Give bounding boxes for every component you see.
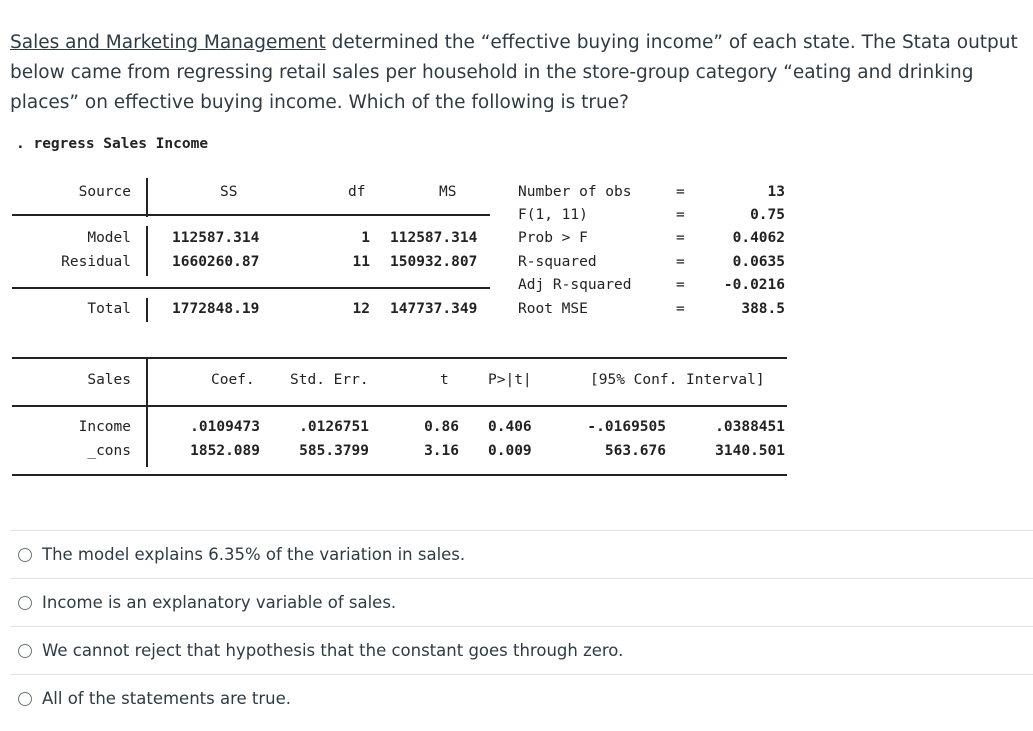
coef-row-coef: 1852.089 xyxy=(190,443,260,459)
anova-row-ms: 112587.314 xyxy=(390,230,478,246)
stat-value: 0.0635 xyxy=(732,254,785,270)
stata-command: . regress Sales Income xyxy=(16,136,209,152)
coef-row-t: 0.86 xyxy=(424,419,459,435)
radio-button[interactable] xyxy=(18,548,32,562)
coef-header-coef: Coef. xyxy=(211,372,255,388)
anova-row-df: 12 xyxy=(352,301,370,317)
anova-header-ss: SS xyxy=(220,184,238,200)
anova-row-ms: 150932.807 xyxy=(390,254,478,270)
anova-row-source: Total xyxy=(87,301,131,317)
anova-row-ss: 112587.314 xyxy=(172,230,260,246)
coef-header-p: P>|t| xyxy=(488,372,532,388)
anova-row-df: 1 xyxy=(361,230,370,246)
stat-value: 0.75 xyxy=(750,207,785,223)
stat-label: R-squared xyxy=(518,254,597,270)
radio-button[interactable] xyxy=(18,596,32,610)
coef-row-var: _cons xyxy=(87,443,131,459)
coef-row-ci-low: -.0169505 xyxy=(587,419,666,435)
stat-label: Prob > F xyxy=(518,230,588,246)
coef-row-se: .0126751 xyxy=(299,419,369,435)
coef-row-p: 0.009 xyxy=(488,443,532,459)
anova-row-source: Residual xyxy=(61,254,131,270)
stat-eq: = xyxy=(676,230,685,246)
stat-eq: = xyxy=(676,277,685,293)
radio-button[interactable] xyxy=(18,644,32,658)
anova-row-ms: 147737.349 xyxy=(390,301,478,317)
anova-header-ms: MS xyxy=(439,184,457,200)
stat-eq: = xyxy=(676,254,685,270)
coef-header-t: t xyxy=(440,372,449,388)
anova-row-df: 11 xyxy=(352,254,370,270)
coef-row-ci-high: 3140.501 xyxy=(715,443,785,459)
stat-value: -0.0216 xyxy=(723,277,785,293)
answer-option-label: The model explains 6.35% of the variation in sales. xyxy=(42,545,466,564)
stat-eq: = xyxy=(676,301,685,317)
coef-row-se: 585.3799 xyxy=(299,443,369,459)
stat-label: Number of obs xyxy=(518,184,632,200)
question-text xyxy=(10,28,1030,118)
anova-row-source: Model xyxy=(87,230,131,246)
stat-label: F(1, 11) xyxy=(518,207,588,223)
coef-row-p: 0.406 xyxy=(488,419,532,435)
stat-label: Adj R-squared xyxy=(518,277,632,293)
answer-option-label: Income is an explanatory variable of sales. xyxy=(42,593,397,612)
answer-option[interactable] xyxy=(10,626,1033,674)
coef-header-se: Std. Err. xyxy=(290,372,369,388)
coef-row-ci-high: .0388451 xyxy=(715,419,785,435)
coef-row-ci-low: 563.676 xyxy=(604,443,666,459)
answer-option[interactable] xyxy=(10,578,1033,626)
answer-option-label: We cannot reject that hypothesis that the constant goes through zero. xyxy=(42,641,624,660)
coef-row-var: Income xyxy=(78,419,131,435)
answer-options xyxy=(10,530,1033,722)
coef-row-t: 3.16 xyxy=(424,443,459,459)
stat-eq: = xyxy=(676,207,685,223)
stat-value: 388.5 xyxy=(741,301,785,317)
stat-value: 13 xyxy=(767,184,785,200)
radio-button[interactable] xyxy=(18,692,32,706)
coef-header-ci: [95% Conf. Interval] xyxy=(590,372,765,388)
stat-eq: = xyxy=(676,184,685,200)
anova-header-source: Source xyxy=(78,184,131,200)
anova-header-df: df xyxy=(348,184,366,200)
source-title: Sales and Marketing Management xyxy=(10,32,326,53)
answer-option[interactable] xyxy=(10,674,1033,722)
anova-row-ss: 1772848.19 xyxy=(172,301,260,317)
coef-header-var: Sales xyxy=(87,372,131,388)
answer-option-label: All of the statements are true. xyxy=(42,689,291,708)
stat-value: 0.4062 xyxy=(732,230,785,246)
answer-option[interactable] xyxy=(10,530,1033,578)
question-body: determined the “effective buying income” of each state. The Stata output below came from regressing retail sales per household in the store-group category “eating and drinking places” on effective buying income. Which of the following is true? xyxy=(10,32,1018,113)
coef-row-coef: .0109473 xyxy=(190,419,260,435)
anova-row-ss: 1660260.87 xyxy=(172,254,260,270)
stat-label: Root MSE xyxy=(518,301,588,317)
